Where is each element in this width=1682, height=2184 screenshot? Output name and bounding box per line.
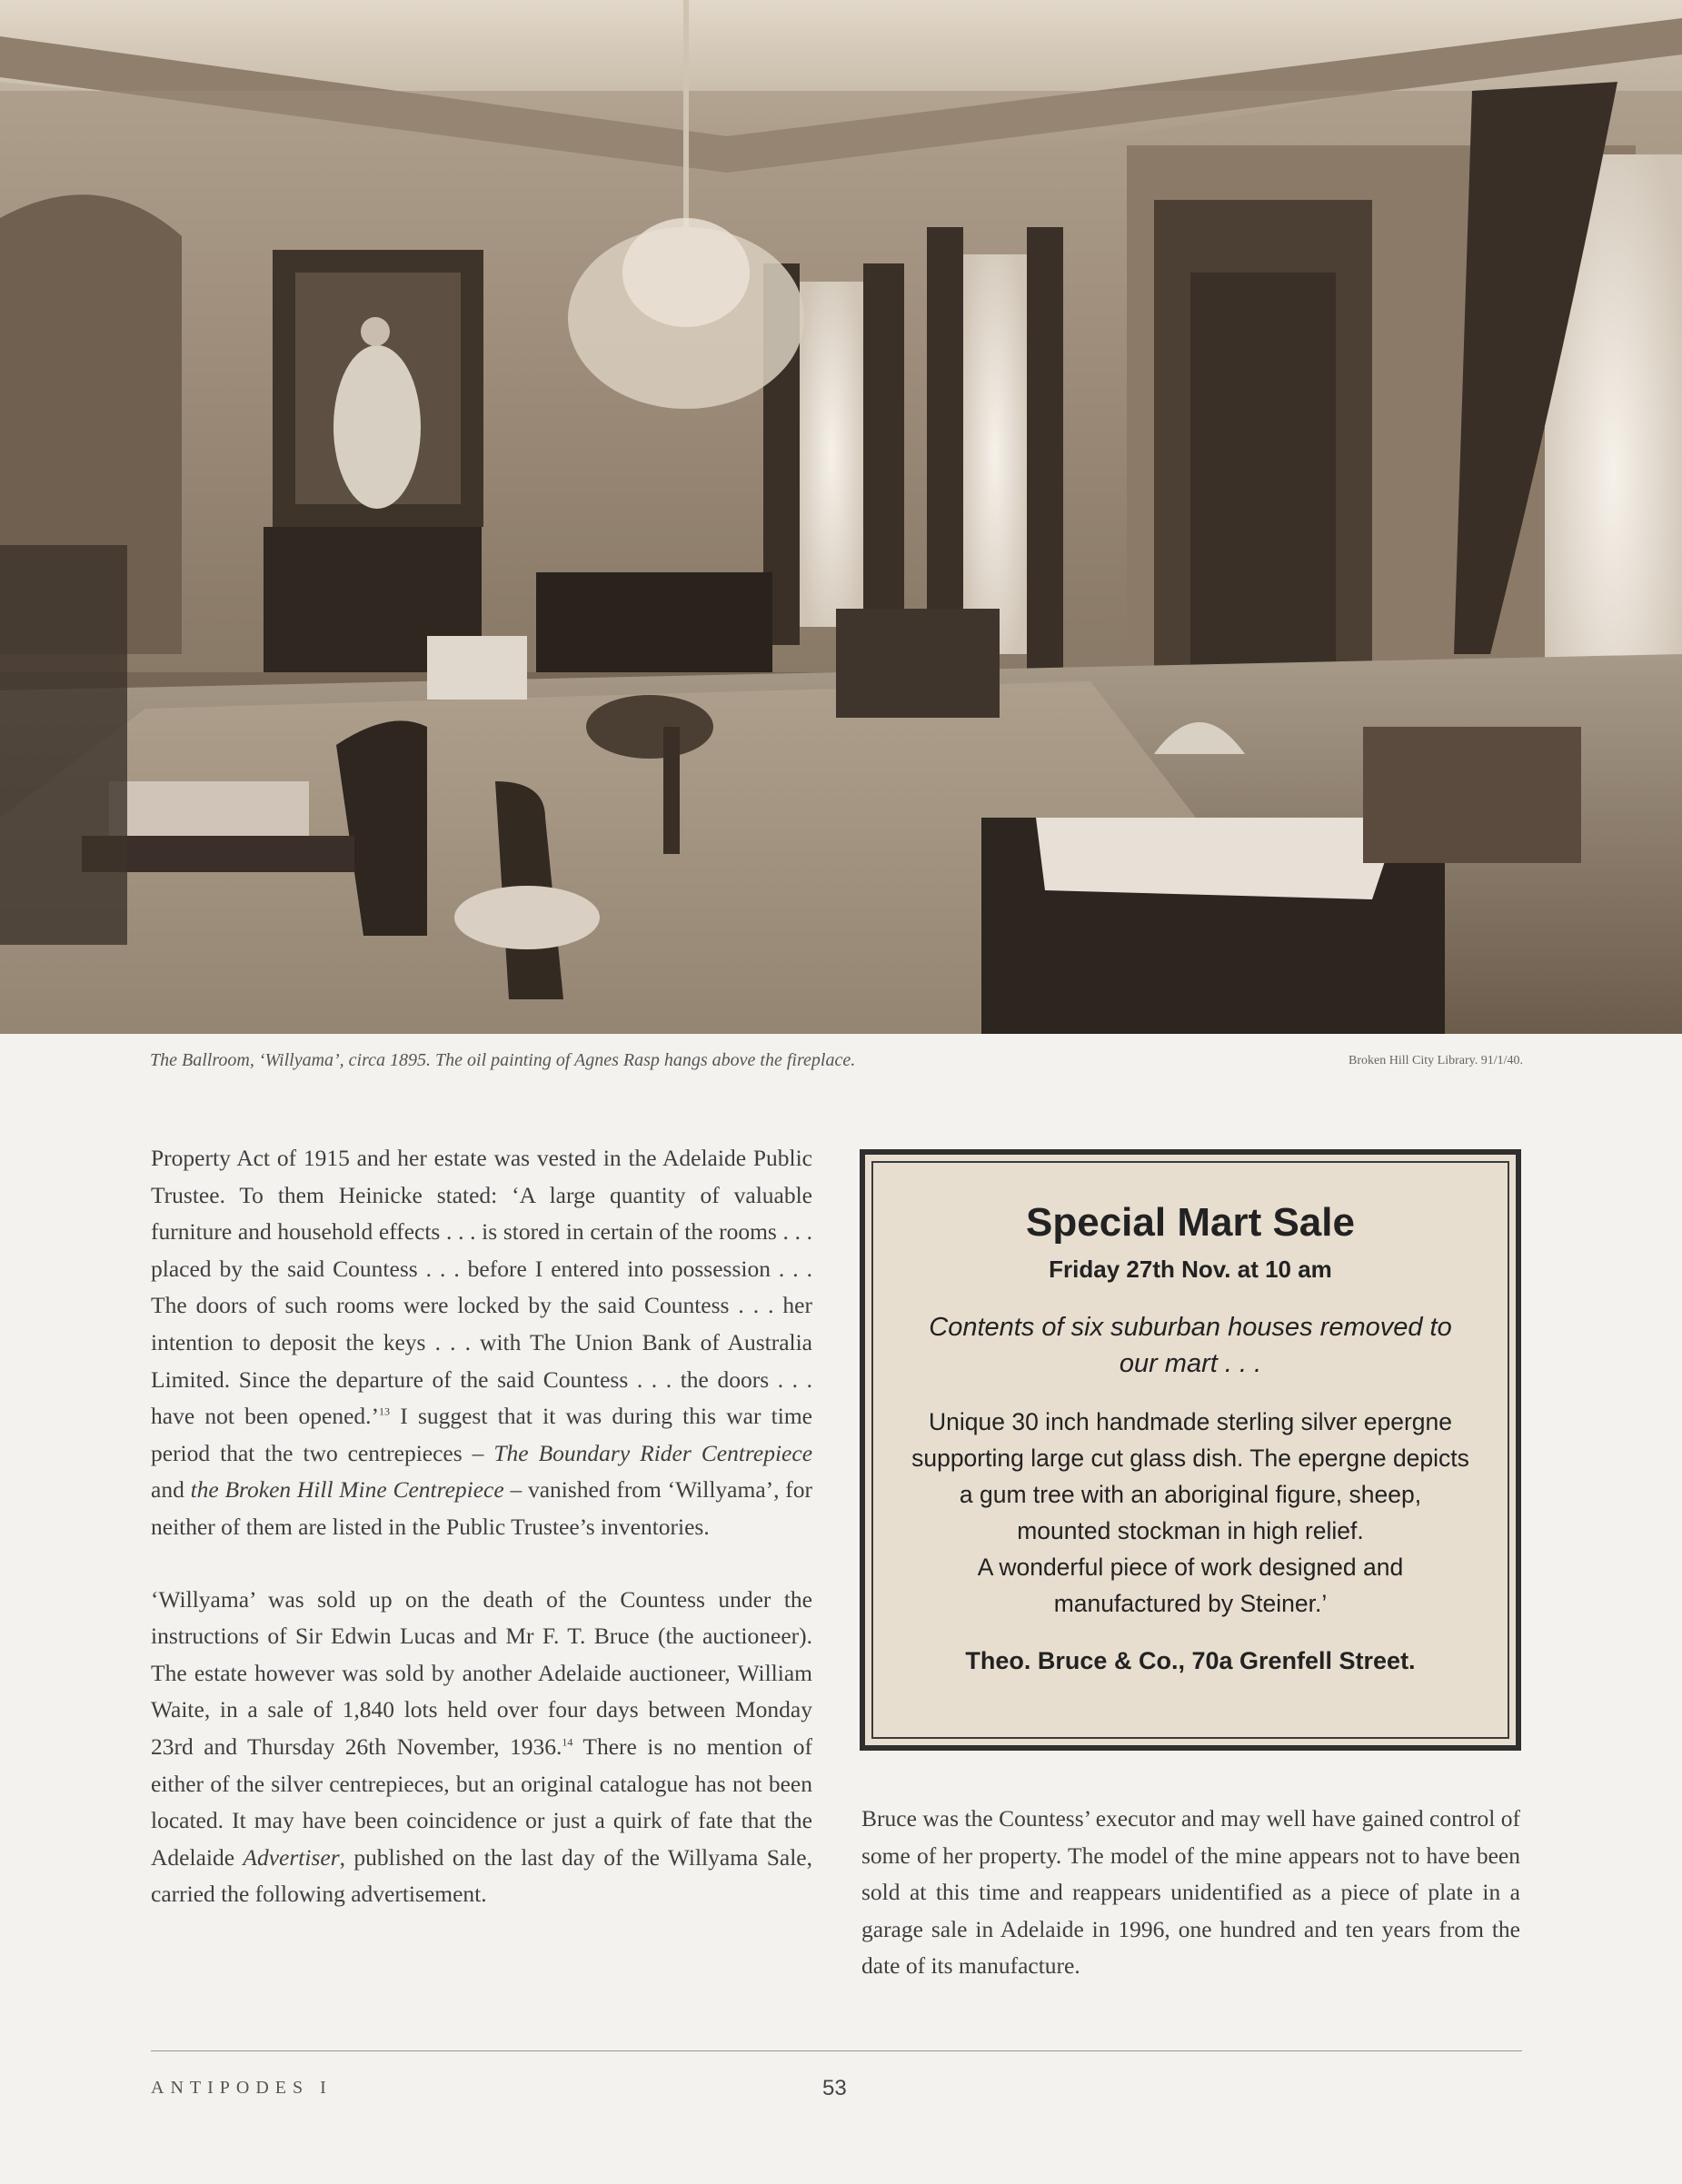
left-paragraph-2 xyxy=(151,1582,812,1913)
footnote-ref: 13 xyxy=(379,1405,391,1418)
journal-name: ANTIPODES I xyxy=(151,2078,333,2098)
right-text-column xyxy=(861,1801,1520,1985)
ballroom-photo-illustration xyxy=(0,0,1682,1034)
italic-title: the Broken Hill Mine Centrepiece xyxy=(190,1476,504,1504)
text-run: Property Act of 1915 and her estate was vested in the Adelaide Public Trustee. To them Heinicke stated: ‘A large quantity of valuable furniture and household effects . . . is stored in certain of the rooms . . . placed by the said Countess . . . before I entered into possession . . . The doors of such rooms were locked by the said Countess . . . her intention to deposit the keys . . . with The Union Bank of Australia Limited. Since the departure of the said Countess . . . the doors . . . have not been opened.’ xyxy=(151,1145,812,1430)
text-run: and xyxy=(151,1476,191,1504)
left-text-column xyxy=(151,1140,812,1913)
italic-title: The Boundary Rider Centrepiece xyxy=(493,1439,813,1466)
text-run: ‘Willyama’ was sold up on the death of the Countess under the instructions of Sir Edwin Lucas and Mr F. T. Bruce (the auctioneer). The estate however was sold by another Adelaide auctioneer, William Waite, in a sale of 1,840 lots held over four days between Monday 23rd and Thursday 26th November, 1936. xyxy=(151,1585,812,1760)
ad-body xyxy=(873,1404,1508,1622)
footer-rule xyxy=(151,2050,1522,2051)
advertisement-inner xyxy=(871,1161,1509,1739)
left-paragraph-1 xyxy=(151,1140,812,1546)
photo-caption: The Ballroom, ‘Willyama’, circa 1895. The oil painting of Agnes Rasp hangs above the fireplace. xyxy=(150,1050,856,1070)
advertisement-box xyxy=(860,1149,1521,1751)
ad-body-2: A wonderful piece of work designed and manufactured by Steiner.’ xyxy=(977,1554,1404,1617)
photo-caption-row xyxy=(150,1050,1523,1077)
text-run: – vanished from ‘Willyama’, for neither of them are listed in the Public Trustee’s inventories. xyxy=(151,1476,812,1540)
page-number: 53 xyxy=(822,2076,847,2100)
ad-subtitle: Contents of six suburban houses removed to our mart . . . xyxy=(929,1313,1452,1378)
ad-title: Special Mart Sale xyxy=(1026,1200,1355,1245)
text-run: There is no mention of either of the silver centrepieces, but an original catalogue has not been located. It may have been coincidence or just a quirk of fate that the Adelaide xyxy=(151,1732,812,1871)
right-paragraph-1: Bruce was the Countess’ executor and may well have gained control of some of her property. The model of the mine appears not to have been sold at this time and reappears unidentified as a piece of plate in a garage sale in Adelaide in 1996, one hundred and ten years from the date of its manufacture. xyxy=(861,1805,1520,1980)
ballroom-photograph xyxy=(0,0,1682,1034)
italic-title: Advertiser xyxy=(243,1843,340,1871)
ad-footer: Theo. Bruce & Co., 70a Grenfell Street. xyxy=(965,1647,1416,1674)
ad-body-1: Unique 30 inch handmade sterling silver epergne supporting large cut glass dish. The epergne depicts a gum tree with an aboriginal figure, sheep, mounted stockman in high relief. xyxy=(911,1408,1469,1544)
ad-date: Friday 27th Nov. at 10 am xyxy=(1049,1256,1332,1283)
photo-credit: Broken Hill City Library. 91/1/40. xyxy=(1349,1054,1523,1067)
footnote-ref: 14 xyxy=(562,1735,573,1749)
text-run: , published on the last day of the Willyama Sale, carried the following advertisement. xyxy=(151,1843,812,1908)
text-run: I suggest that it was during this war time period that the two centrepieces – xyxy=(151,1403,812,1466)
